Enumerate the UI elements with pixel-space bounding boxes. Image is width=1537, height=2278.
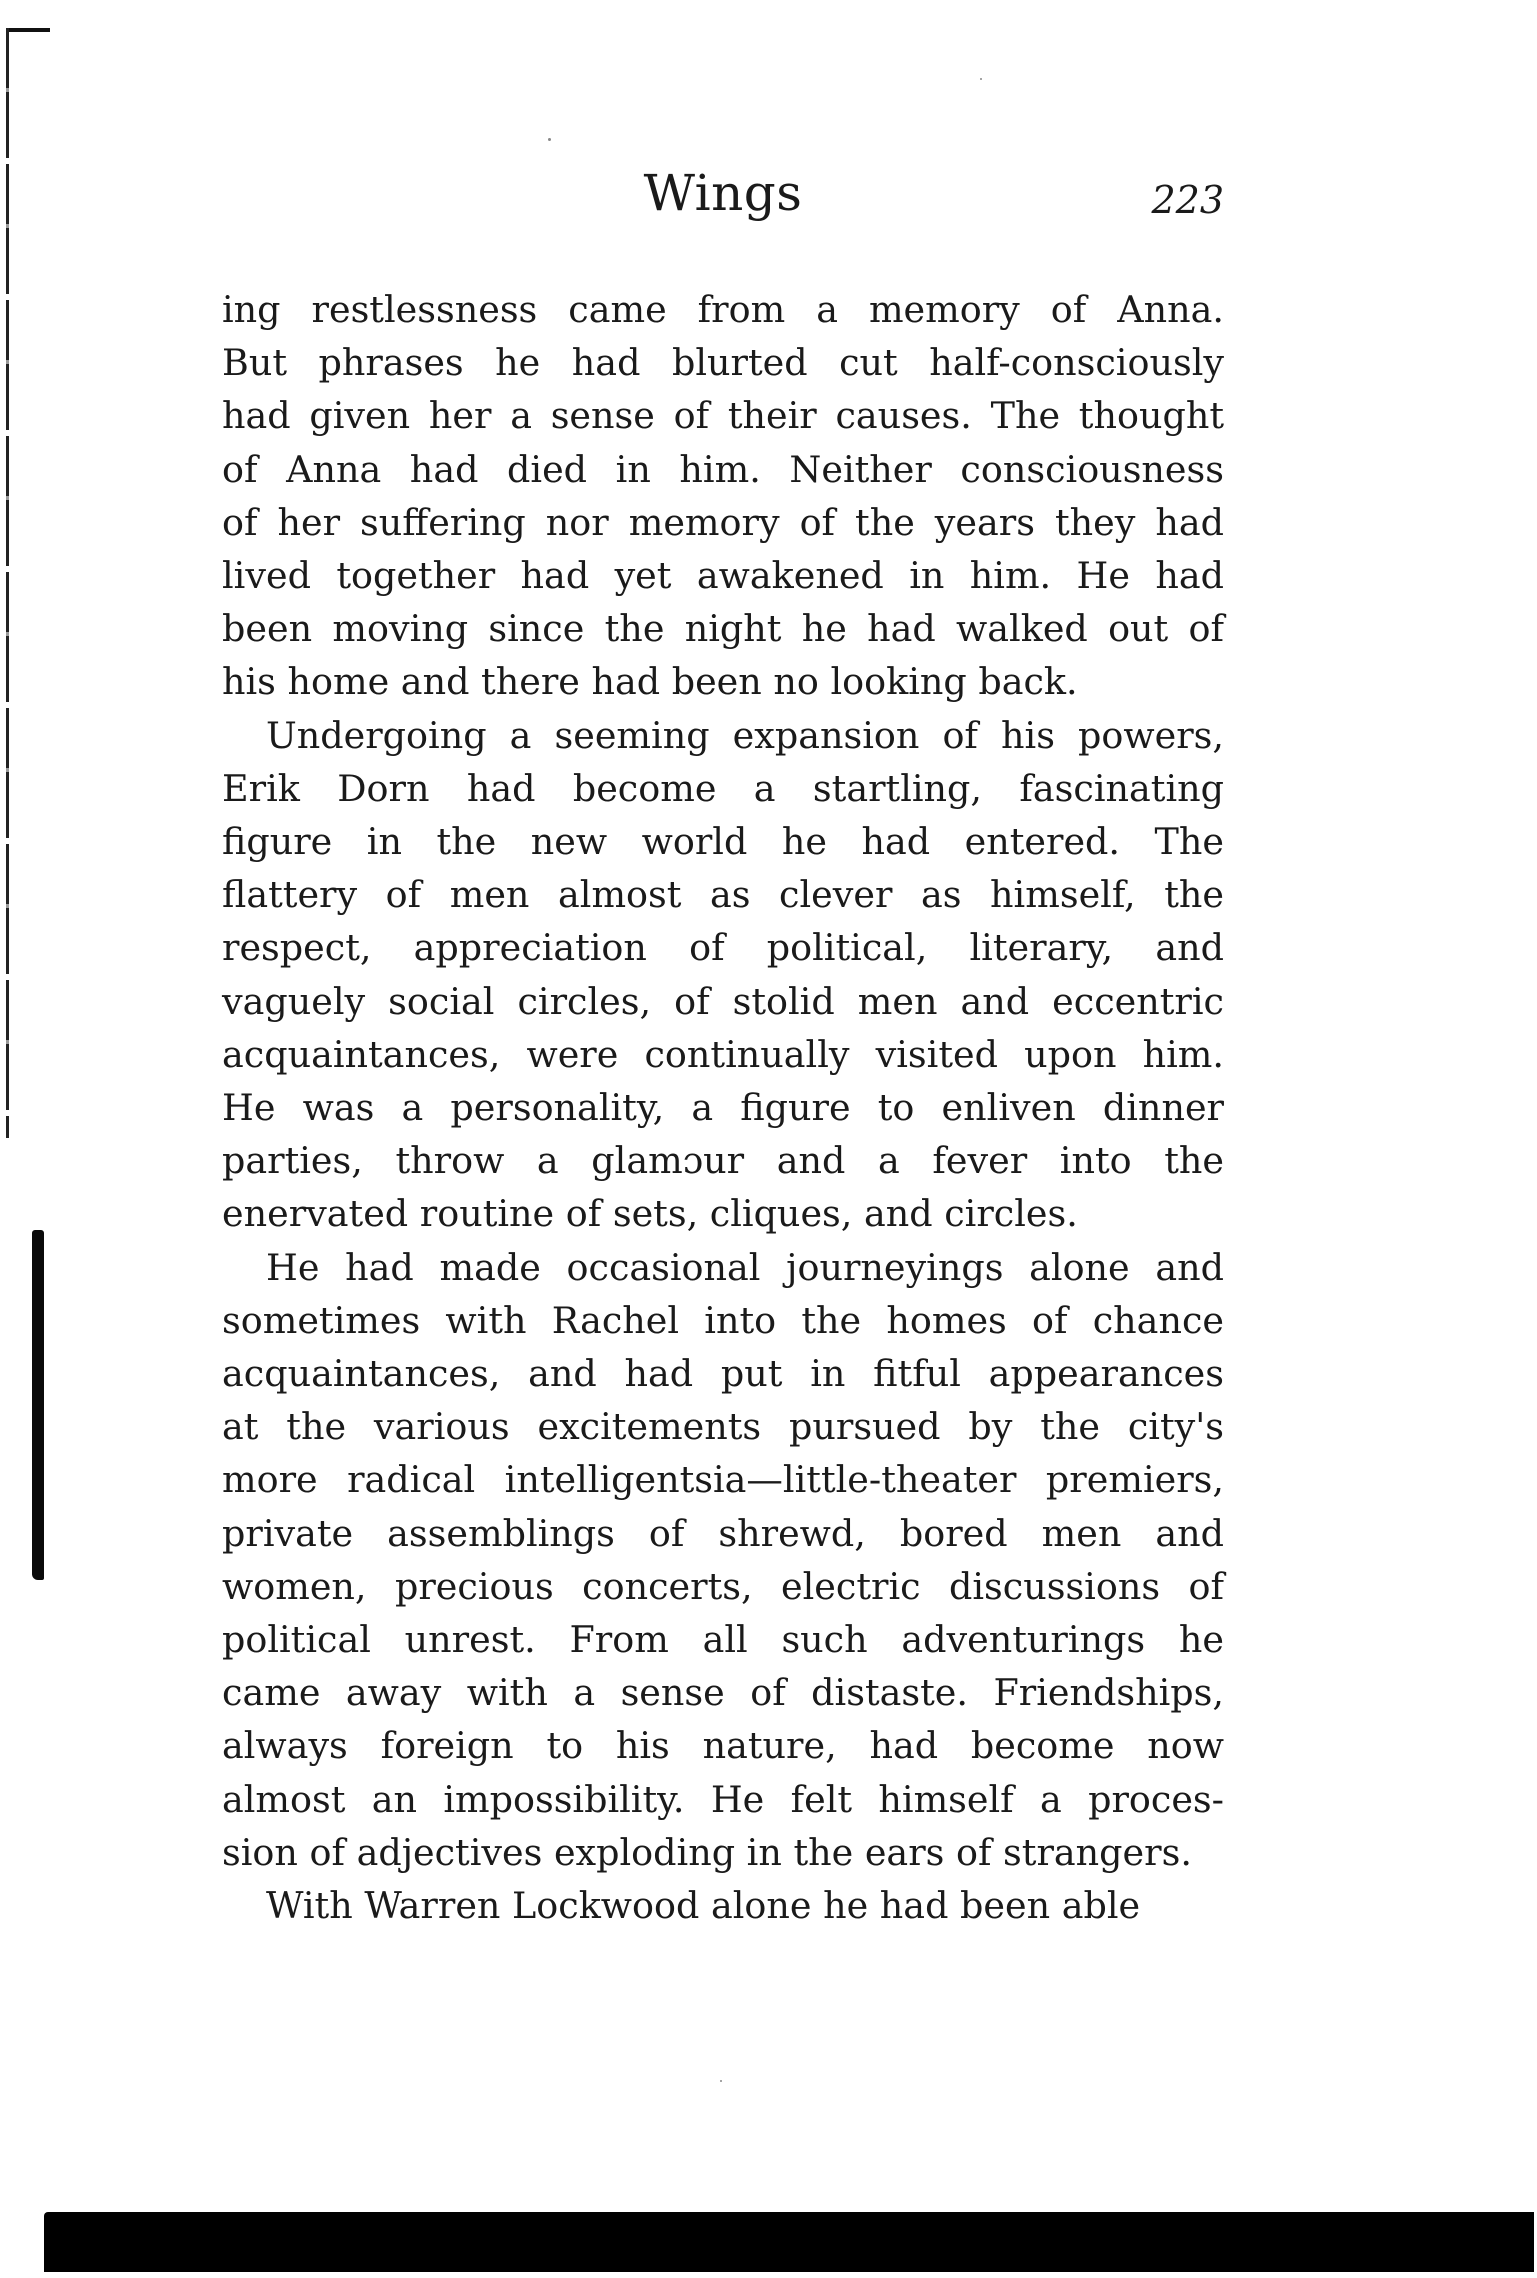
text-line: acquaintances, and had put in fitful appearances	[222, 1352, 1224, 1396]
text-line: He was a personality, a figure to enliven dinner	[222, 1086, 1224, 1130]
paragraph-first-line: With Warren Lockwood alone he had been able	[266, 1884, 1141, 1928]
scan-corner-mark	[6, 28, 50, 32]
text-line: almost an impossibility. He felt himself a proces-	[222, 1777, 1224, 1821]
running-head	[222, 158, 1224, 238]
body-text	[222, 283, 1224, 1932]
text-line: Erik Dorn had become a startling, fascinating	[222, 766, 1224, 810]
text-line: always foreign to his nature, had become now	[222, 1724, 1224, 1768]
scan-speck	[980, 78, 982, 80]
text-line: enervated routine of sets, cliques, and circles.	[222, 1192, 1078, 1236]
text-line: at the various excitements pursued by the city's	[222, 1405, 1224, 1449]
text-line: ing restlessness came from a memory of Anna.	[222, 288, 1224, 331]
text-line: political unrest. From all such adventurings he	[222, 1618, 1224, 1662]
scan-left-edge	[6, 28, 9, 1138]
text-line: respect, appreciation of political, literary, and	[222, 926, 1224, 970]
text-line: more radical intelligentsia—little-theater premiers,	[222, 1458, 1224, 1502]
scan-speck	[720, 2080, 722, 2082]
text-line: of Anna had died in him. Neither consciousness	[222, 447, 1224, 491]
scan-bottom-edge	[44, 2212, 1534, 2272]
scan-binding-shadow	[32, 1230, 44, 1580]
paragraph-first-line: Undergoing a seeming expansion of his powers,	[266, 713, 1224, 757]
page-number: 223	[1151, 178, 1224, 222]
text-line: been moving since the night he had walked out of	[222, 607, 1224, 651]
text-line: sion of adjectives exploding in the ears of strangers.	[222, 1830, 1192, 1874]
text-line: But phrases he had blurted cut half-consciously	[222, 341, 1224, 385]
text-line: sometimes with Rachel into the homes of chance	[222, 1298, 1224, 1342]
text-line: vaguely social circles, of stolid men and eccentric	[222, 979, 1224, 1023]
text-line: women, precious concerts, electric discussions of	[222, 1564, 1224, 1608]
text-line: acquaintances, were continually visited upon him.	[222, 1032, 1224, 1076]
text-line: of her suffering nor memory of the years they had	[222, 500, 1224, 544]
text-line: private assemblings of shrewd, bored men and	[222, 1511, 1224, 1555]
text-line: figure in the new world he had entered. The	[222, 820, 1224, 864]
paragraph-first-line: He had made occasional journeyings alone and	[266, 1245, 1224, 1289]
text-line: parties, throw a glamɔur and a fever into the	[222, 1139, 1224, 1183]
running-title: Wings	[643, 164, 803, 222]
scan-speck	[548, 138, 551, 141]
text-line: had given her a sense of their causes. The thought	[222, 394, 1224, 438]
text-line: came away with a sense of distaste. Friendships,	[222, 1671, 1224, 1715]
text-line: lived together had yet awakened in him. He had	[222, 554, 1224, 598]
text-line: flattery of men almost as clever as himself, the	[222, 873, 1224, 917]
text-line: his home and there had been no looking back.	[222, 660, 1078, 704]
